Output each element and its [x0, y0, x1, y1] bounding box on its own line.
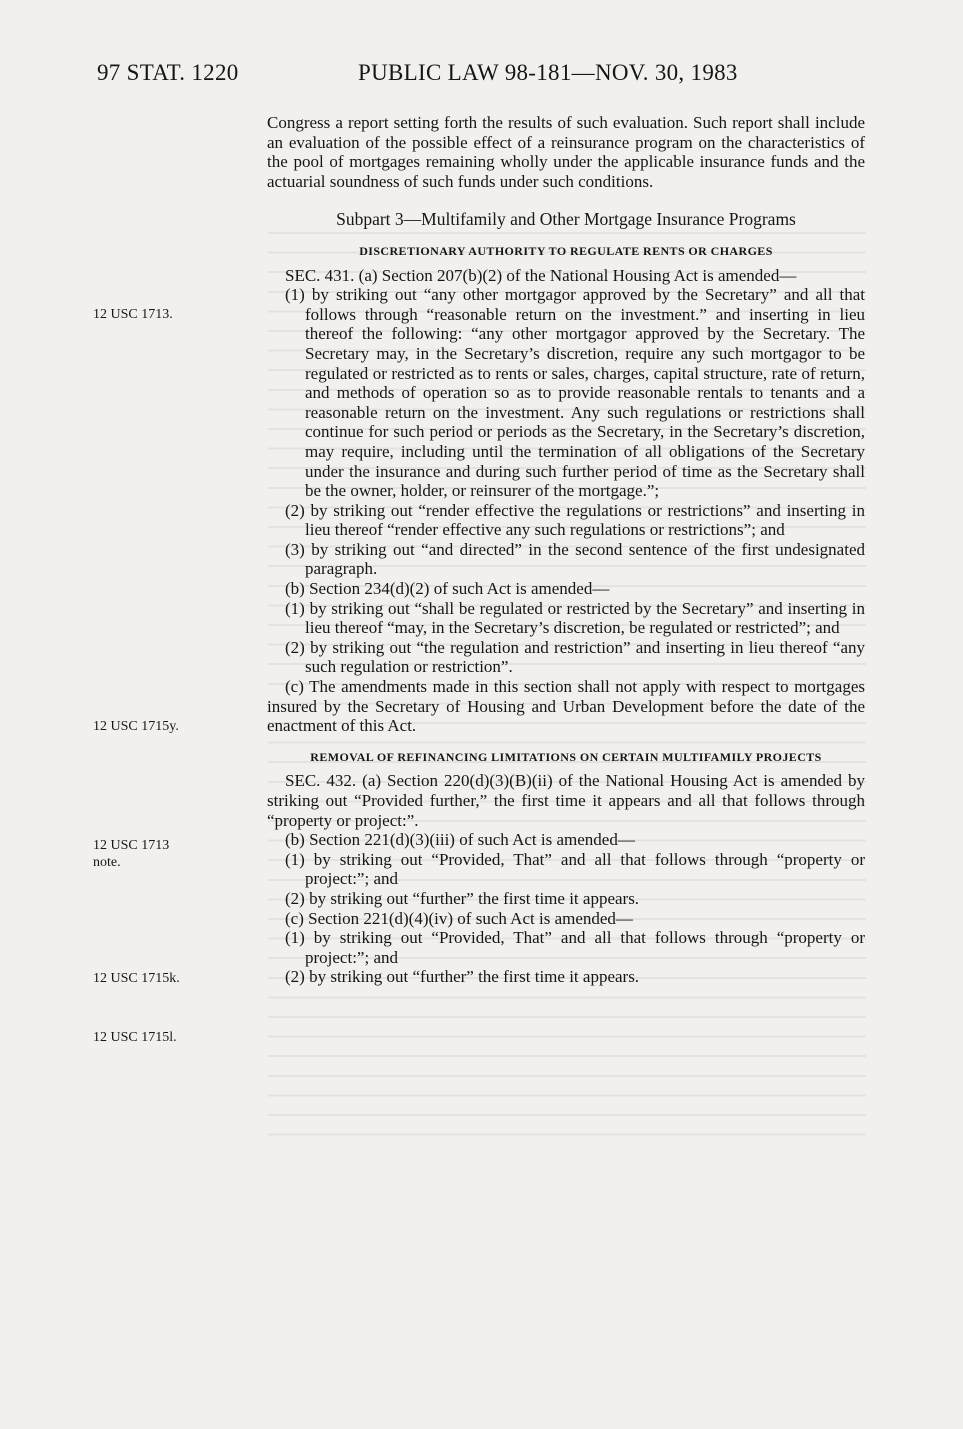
margin-note-2: 12 USC 1715y. [93, 719, 179, 734]
margin-note-3-line2: note. [93, 855, 121, 870]
sec431-b1: (1) by striking out “shall be regulated or restricted by the Secretary” and inserting in lieu thereof “may, in the Secretary’s discretion, be regulated or restricted”; and [285, 598, 865, 638]
sec432-b2: (2) by striking out “further” the first time it appears. [285, 888, 640, 908]
sec431-a3: (3) by striking out “and directed” in the second sentence of the first undesignated paragraph. [285, 539, 865, 579]
sec431-a: SEC. 431. (a) Section 207(b)(2) of the National Housing Act is amended— [285, 265, 797, 285]
margin-note-3 [93, 837, 169, 871]
sec432-c1: (1) by striking out “Provided, That” and all that follows through “property or project:”; and [285, 928, 865, 967]
section-431-heading: DISCRETIONARY AUTHORITY TO REGULATE RENTS OR CHARGES [359, 243, 773, 258]
page-title: PUBLIC LAW 98-181—NOV. 30, 1983 [358, 60, 738, 85]
margin-note-4: 12 USC 1715k. [93, 971, 180, 986]
stat-reference: 97 STAT. 1220 [97, 60, 239, 85]
sec431-a2: (2) by striking out “render effective the regulations or restrictions” and inserting in lieu thereof “render effective any such regulations or restrictions”; and [285, 500, 865, 540]
margin-note-1: 12 USC 1713. [93, 307, 173, 322]
sec431-a1: (1) by striking out “any other mortgagor approved by the Secretary” and all that follows through “reasonable return on the investment.” and inserting in lieu thereof the following: “any other mortgagor approved by the Secretary. The Secretary may, in the Secretary’s discretion, require any such mortgagor to be regulated or restricted as to rents or sales, charges, capital structure, rate of return, and methods of operation so as to provide reasonable rentals to tenants and a reasonable return on the investment. Any such regulations or restrictions shall continue for such period or periods as the Secretary, in the Secretary’s discretion, may require, including until the termination of all obligations of the Secretary under the insurance and during such further period of time as the Secretary shall be the owner, holder, or reinsurer of the mortgage.”; [285, 285, 865, 501]
body-text [267, 113, 865, 987]
sec432-b1: (1) by striking out “Provided, That” and all that follows through “property or project:”; and [285, 849, 865, 889]
sec432-c: (c) Section 221(d)(4)(iv) of such Act is amended— [285, 908, 633, 928]
section-432-heading: REMOVAL OF REFINANCING LIMITATIONS ON CERTAIN MULTIFAMILY PROJECTS [310, 749, 822, 764]
sec432-a: SEC. 432. (a) Section 220(d)(3)(B)(ii) of the National Housing Act is amended by striking out “Provided further,” the first time it appears and all that follows through “property or project:”. [267, 771, 865, 830]
sec431-c: (c) The amendments made in this section shall not apply with respect to mortgages insured by the Secretary of Housing and Urban Development before the date of the enactment of this Act. [267, 677, 865, 736]
sec432-b: (b) Section 221(d)(3)(iii) of such Act is amended— [285, 830, 635, 850]
subpart-heading: Subpart 3—Multifamily and Other Mortgage Insurance Programs [336, 209, 796, 230]
sec431-b2: (2) by striking out “the regulation and restriction” and inserting in lieu thereof “any such regulation or restriction”. [285, 637, 865, 677]
sec431-b: (b) Section 234(d)(2) of such Act is amended— [285, 579, 610, 599]
sec432-c2: (2) by striking out “further” the first time it appears. [285, 967, 640, 987]
margin-note-5: 12 USC 1715l. [93, 1030, 177, 1045]
intro-paragraph: Congress a report setting forth the results of such evaluation. Such report shall include an evaluation of the possible effect of a reinsurance program on the characteristics of the pool of mortgages remaining wholly under the applicable insurance funds and the actuarial soundness of such funds under such conditions. [267, 113, 865, 191]
margin-note-3-line1: 12 USC 1713 [93, 838, 170, 853]
